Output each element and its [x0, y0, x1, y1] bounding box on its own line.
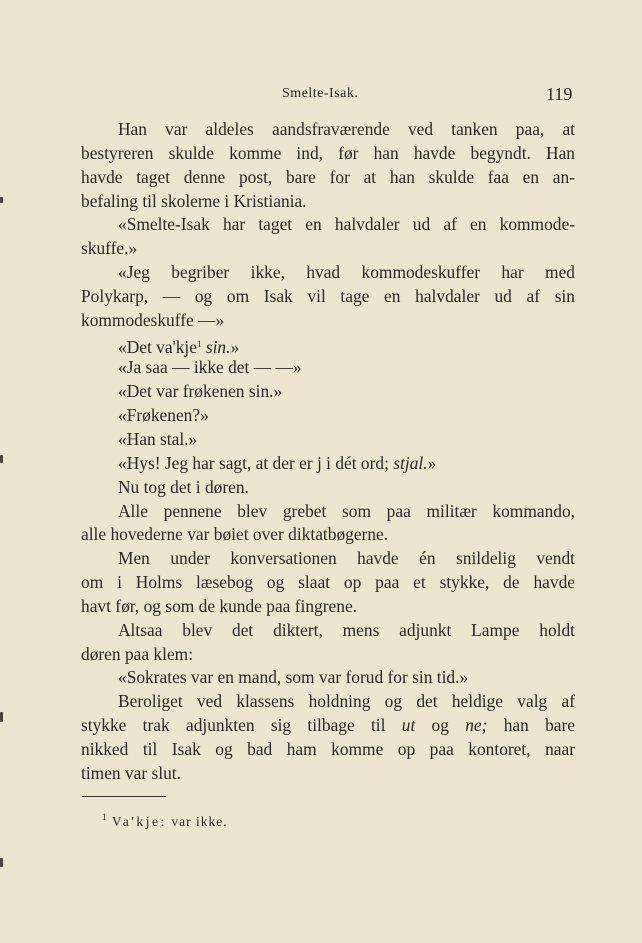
text-line [81, 356, 575, 380]
text-line [81, 404, 575, 428]
text-run: bestyreren skulde komme ind, før han havde begyndt. Han [81, 142, 575, 163]
text-run: » [427, 452, 437, 473]
text-line [81, 571, 575, 595]
text-line [81, 714, 575, 738]
text-run: stykke trak adjunkten sig tilbage til [81, 715, 402, 736]
text-run: kommodeskuffe —» [81, 309, 225, 330]
footnote-label: Va'kje: [111, 814, 167, 829]
body-text [81, 118, 575, 786]
text-run: Alle pennene blev grebet som paa militær kommando, [118, 500, 575, 521]
text-run: han bare [487, 715, 576, 736]
text-line [81, 237, 575, 261]
running-head: Smelte-Isak. [282, 86, 359, 101]
margin-mark [0, 197, 3, 203]
text-run: «Smelte-Isak har taget en halvdaler ud af en kommode- [118, 214, 575, 235]
text-line [81, 380, 575, 404]
text-run: alle hovederne var bøiet over diktatbøgerne. [81, 524, 389, 545]
text-run: Men under konversationen havde én snildelig vendt [118, 548, 575, 569]
text-line [81, 142, 575, 166]
text-line [81, 666, 575, 690]
text-line [81, 333, 575, 357]
text-line [81, 738, 575, 762]
text-line [81, 476, 575, 500]
text-run: havde taget denne post, bare for at han skulde faa en an- [81, 166, 575, 187]
text-run: Altsaa blev det diktert, mens adjunkt Lampe holdt [118, 619, 575, 640]
text-run: Polykarp, — og om Isak vil tage en halvdaler ud af sin [81, 285, 575, 306]
text-line [81, 452, 575, 476]
text-line [81, 309, 575, 333]
text-line [81, 595, 575, 619]
text-line [81, 500, 575, 524]
footnote-rule [82, 796, 166, 797]
text-line [81, 166, 575, 190]
text-line [81, 547, 575, 571]
text-run: døren paa klem: [81, 643, 194, 664]
text-run: «Frøkenen?» [118, 405, 209, 426]
text-line [81, 643, 575, 667]
footnote-text: var ikke. [167, 814, 228, 829]
text-line [81, 523, 575, 547]
page-number: 119 [546, 84, 573, 104]
footnote-marker: 1 [102, 812, 108, 822]
footnote [102, 812, 228, 830]
text-run: «Jeg begriber ikke, hvad kommodeskuffer har med [118, 262, 575, 283]
text-run: «Det var frøkenen sin.» [118, 381, 283, 402]
text-run: Han var aldeles aandsfraværende ved tanken paa, at [118, 119, 575, 139]
italic-text: stjal. [393, 452, 428, 473]
text-run: «Han stal.» [118, 428, 198, 449]
text-run: «Det va'kje [118, 336, 197, 357]
text-run: «Hys! Jeg har sagt, at der er j i dét ord; [118, 452, 394, 473]
text-line [81, 118, 575, 142]
text-line [81, 213, 575, 237]
margin-mark [0, 455, 3, 463]
italic-text: sin. [205, 336, 231, 357]
text-line [81, 190, 575, 214]
text-run: «Sokrates var en mand, som var forud for sin tid.» [118, 667, 469, 688]
text-run: befaling til skolerne i Kristiania. [81, 190, 307, 211]
text-run: om i Holms læsebog og slaat op paa et stykke, de havde [81, 572, 575, 593]
text-run: Nu tog det i døren. [118, 476, 249, 497]
italic-text: ne; [465, 715, 488, 736]
text-line [81, 762, 575, 786]
text-run: Beroliget ved klassens holdning og det heldige valg af [118, 691, 575, 712]
footnote-ref: 1 [196, 338, 202, 349]
text-run: havt før, og som de kunde paa fingrene. [81, 595, 358, 616]
text-run: «Ja saa — ikke det — —» [118, 357, 302, 378]
text-line [81, 261, 575, 285]
text-run: skuffe.» [81, 238, 138, 259]
text-run: og [415, 715, 466, 736]
italic-text: ut [401, 715, 416, 736]
text-run: timen var slut. [81, 762, 181, 783]
text-line [81, 619, 575, 643]
text-run: nikked til Isak og bad ham komme op paa kontoret, naar [81, 738, 575, 759]
text-line [81, 285, 575, 309]
text-run: » [230, 336, 240, 357]
margin-mark [0, 712, 3, 722]
text-line [81, 690, 575, 714]
margin-mark [0, 858, 3, 867]
text-line [81, 428, 575, 452]
